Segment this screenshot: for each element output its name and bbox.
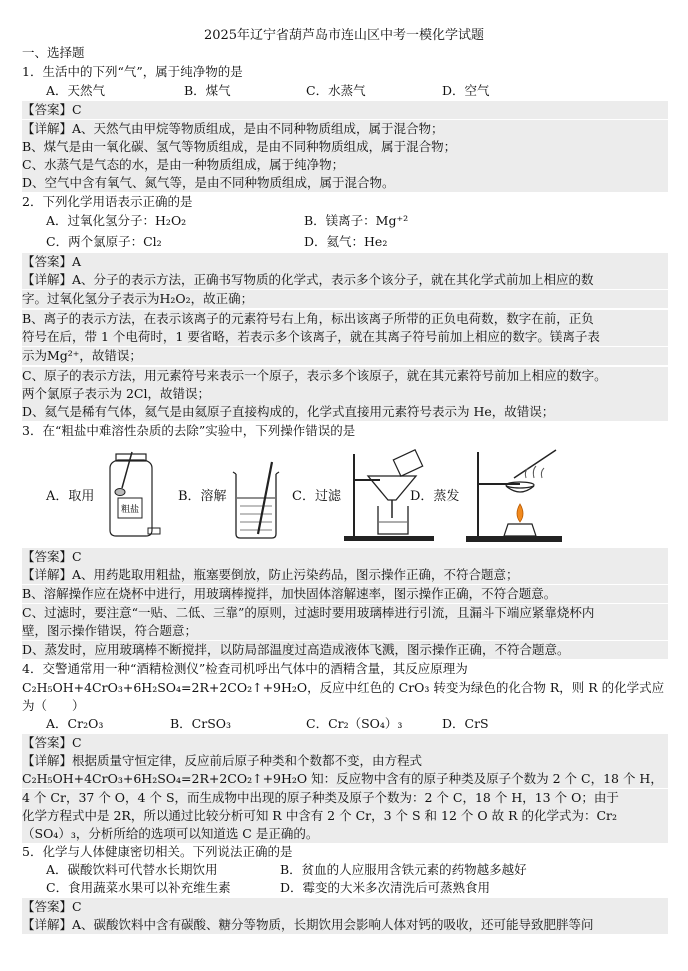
q4-detail-line: 4 个 Cr，37 个 O，4 个 S，而生成物中出现的原子种类及原子个数为：2 个 C，18 个 H，13 个 O；由于 <box>22 789 668 807</box>
q2-option-b: B．镁离子：Mg⁺² <box>304 213 409 228</box>
q3-detail-line: D、蒸发时，应用玻璃棒不断搅拌，以防局部温度过高造成液体飞溅，图示操作正确，不符合题意。 <box>22 641 668 659</box>
q2-answer: 【答案】A <box>22 253 668 271</box>
q1-option-b: B．煤气 <box>184 83 231 98</box>
question-3-stem: 3．在“粗盐中难溶性杂质的去除”实验中，下列操作错误的是 <box>22 423 356 438</box>
q4-detail-line: （SO₄）₃，分析所给的选项可以知道选 C 是正确的。 <box>22 825 668 843</box>
q2-option-c: C．两个氯原子：Cl₂ <box>46 234 162 249</box>
q5-answer: 【答案】C <box>22 898 668 916</box>
question-4-stem: 4．交警通常用一种“酒精检测仪”检查司机呼出气体中的酒精含量，其反应原理为 <box>22 661 468 676</box>
q2-option-a: A．过氧化氢分子：H₂O₂ <box>46 213 187 228</box>
beaker-figure <box>228 460 284 540</box>
q3-detail-line: C、过滤时，要注意“一贴、二低、三靠”的原则，过滤时要用玻璃棒进行引流，且漏斗下端应紧靠烧杯内 <box>22 604 668 622</box>
question-5-stem: 5．化学与人体健康密切相关。下列说法正确的是 <box>22 844 293 859</box>
q2-detail-line: 示为Mg²⁺，故错误； <box>22 347 668 365</box>
q5-option-d: D．霉变的大米多次清洗后可蒸熟食用 <box>280 880 491 895</box>
q1-option-a: A．天然气 <box>46 83 106 98</box>
q2-detail-line: 两个氯原子表示为 2Cl，故错误； <box>22 385 668 403</box>
q4-option-c: C．Cr₂（SO₄）₃ <box>306 716 403 731</box>
q4-option-b: B．CrSO₃ <box>170 716 232 731</box>
q1-option-d: D．空气 <box>442 83 490 98</box>
q4-option-d: D．CrS <box>442 716 489 731</box>
question-4-stem: C₂H₅OH+4CrO₃+6H₂SO₄=2R+2CO₂↑+9H₂O，反应中红色的 CrO₃ 转变为绿色的化合物 R，则 R 的化学式应 <box>22 680 665 695</box>
q1-detail-line: B、煤气是由一氧化碳、氢气等物质组成，是由不同种物质组成，属于混合物； <box>22 138 668 156</box>
section-heading: 一、选择题 <box>22 45 85 60</box>
q5-option-b: B．贫血的人应服用含铁元素的药物越多越好 <box>280 862 527 877</box>
jar-label-text: 粗盐 <box>120 505 140 515</box>
q2-option-d: D．氦气：He₂ <box>304 234 388 249</box>
question-4-stem: 为（ ） <box>22 698 85 713</box>
q3-figure-label-c: C．过滤 <box>292 489 341 504</box>
q2-detail-line: 字。过氧化氢分子表示为H₂O₂，故正确； <box>22 290 668 308</box>
question-2-stem: 2．下列化学用语表示正确的是 <box>22 194 193 209</box>
page-title: 2025年辽宁省葫芦岛市连山区中考一模化学试题 <box>203 28 485 43</box>
q5-detail-line: 【详解】A、碳酸饮料中含有碳酸、糖分等物质，长期饮用会影响人体对钙的吸收，还可能导致肥胖等问 <box>22 916 668 934</box>
q4-detail-line: 化学方程式中是 2R，所以通过比较分析可知 R 中含有 2 个 Cr，3 个 S 和 12 个 O 故 R 的化学式为：Cr₂ <box>22 807 668 825</box>
q1-detail-line: C、水蒸气是气态的水，是由一种物质组成，属于纯净物； <box>22 156 668 174</box>
q1-answer: 【答案】C <box>22 101 668 119</box>
evaporation-figure <box>464 448 564 544</box>
q2-detail-line: 符号在后，带 1 个电荷时，1 要省略，若表示多个该离子，就在其离子符号前加上相应的数字。镁离子表 <box>22 328 668 346</box>
q4-detail-line: 【详解】根据质量守恒定律，反应前后原子种类和个数都不变，由方程式 <box>22 752 668 770</box>
q4-answer: 【答案】C <box>22 734 668 752</box>
q3-detail-line: B、溶解操作应在烧杯中进行，用玻璃棒搅拌，加快固体溶解速率，图示操作正确，不符合题意。 <box>22 585 668 603</box>
q1-detail-line: 【详解】A、天然气由甲烷等物质组成，是由不同种物质组成，属于混合物； <box>22 120 668 138</box>
q3-detail-line: 壁，图示操作错误，符合题意； <box>22 622 668 640</box>
q3-figure-label-b: B．溶解 <box>178 489 227 504</box>
q4-option-a: A．Cr₂O₃ <box>46 716 104 731</box>
question-1-stem: 1．生活中的下列“气”，属于纯净物的是 <box>22 64 243 79</box>
q2-detail-line: C、原子的表示方法，用元素符号来表示一个原子，表示多个该原子，就在其元素符号前加上相应的数字。 <box>22 367 668 385</box>
q1-option-c: C．水蒸气 <box>306 83 366 98</box>
q4-detail-line: C₂H₅OH+4CrO₃+6H₂SO₄=2R+2CO₂↑+9H₂O 知：反应物中含有的原子种类及原子个数为 2 个 C，18 个 H， <box>22 770 668 788</box>
q3-detail-line: 【详解】A、用药匙取用粗盐，瓶塞要倒放，防止污染药品，图示操作正确，不符合题意； <box>22 566 668 584</box>
q3-figure-label-a: A．取用 <box>46 489 95 504</box>
q2-detail-line: 【详解】A、分子的表示方法，正确书写物质的化学式，表示多个该分子，就在其化学式前加上相应的数 <box>22 271 668 289</box>
q2-detail-line: B、离子的表示方法，在表示该离子的元素符号右上角，标出该离子所带的正负电荷数，数字在前，正负 <box>22 310 668 328</box>
q3-answer: 【答案】C <box>22 548 668 566</box>
q3-figure-label-d: D．蒸发 <box>410 489 460 504</box>
q5-option-a: A．碳酸饮料可代替水长期饮用 <box>46 862 218 877</box>
q5-option-c: C．食用蔬菜水果可以补充维生素 <box>46 880 231 895</box>
reagent-jar-figure <box>98 446 162 540</box>
q2-detail-line: D、氦气是稀有气体，氦气是由氦原子直接构成的，化学式直接用元素符号表示为 He，故错误； <box>22 403 668 421</box>
q1-detail-line: D、空气中含有氧气、氮气等，是由不同种物质组成，属于混合物。 <box>22 174 668 192</box>
